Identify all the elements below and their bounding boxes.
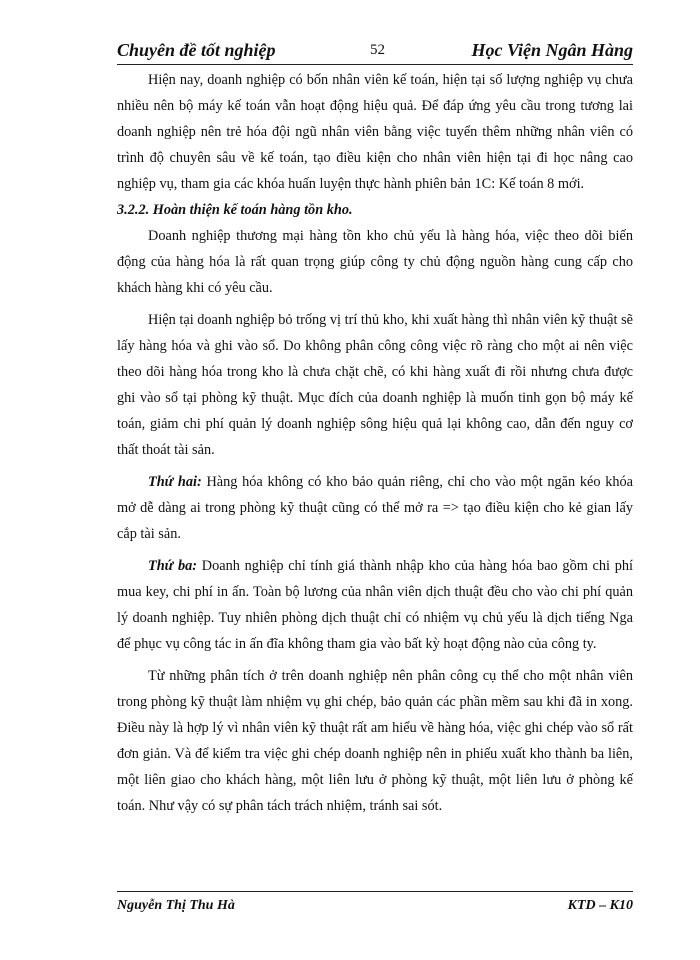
header-institution: Học Viện Ngân Hàng	[471, 40, 633, 60]
page-header	[117, 40, 633, 66]
lead-third: Thứ ba:	[148, 558, 198, 574]
lead-second: Thứ hai:	[148, 474, 202, 490]
paragraph-third-text: Doanh nghiệp chỉ tính giá thành nhập kho của hàng hóa bao gồm chi phí mua key, chi phí in ấn. Toàn bộ lương của nhân viên dịch thuật đều cho vào chi phí quản lý doanh nghiệp. Tuy nhiên phòng dịch thuật chỉ có nhiệm vụ chủ yếu là dịch tiếng Nga để phục vụ công tác in ấn đĩa không tham gia vào bất kỳ hoạt động nào của công ty.	[117, 558, 633, 652]
paragraph-recommendation: Từ những phân tích ở trên doanh nghiệp nên phân công cụ thể cho một nhân viên trong phòng kỹ thuật làm nhiệm vụ ghi chép, bảo quản các phần mềm sau khi đã in xong. Điều này là hợp lý vì nhân viên kỹ thuật rất am hiểu về hàng hóa, việc ghi chép vào sổ rất đơn giản. Và để kiểm tra việc ghi chép doanh nghiệp nên in phiếu xuất kho thành ba liên, một liên giao cho khách hàng, một liên lưu ở phòng kỹ thuật, một liên lưu ở phòng kế toán. Như vậy có sự phân tách trách nhiệm, tránh sai sót.	[117, 668, 633, 814]
page-footer	[117, 898, 633, 922]
footer-divider	[117, 891, 633, 892]
paragraph-current-state: Hiện tại doanh nghiệp bỏ trống vị trí thủ kho, khi xuất hàng thì nhân viên kỹ thuật sẽ lấy hàng hóa và ghi vào sổ. Do không phân công công việc rõ ràng cho một ai nên việc theo dõi hàng hóa trong kho là chưa chặt chẽ, có khi hàng xuất đi rồi nhưng chưa được ghi vào sổ tại phòng kỹ thuật. Mục đích của doanh nghiệp là muốn tinh gọn bộ máy kế toán, giảm chi phí quản lý doanh nghiệp sông hiệu quả lại không cao, dẫn đến nguy cơ thất thoát tài sản.	[117, 312, 633, 458]
header-divider	[117, 64, 633, 65]
paragraph-second-text: Hàng hóa không có kho bảo quản riêng, chỉ cho vào một ngăn kéo khóa mở dễ dàng ai trong phòng kỹ thuật cũng có thể mở ra => tạo điều kiện cho kẻ gian lấy cắp tài sản.	[117, 474, 633, 542]
section-heading: 3.2.2. Hoàn thiện kế toán hàng tồn kho.	[117, 202, 353, 218]
footer-class: KTD – K10	[567, 898, 633, 913]
paragraph-inventory-intro: Doanh nghiệp thương mại hàng tồn kho chủ yếu là hàng hóa, việc theo dõi biến động của hàng hóa là rất quan trọng giúp công ty chủ động nguồn hàng cung cấp cho khách hàng khi có yêu cầu.	[117, 228, 633, 296]
footer-author: Nguyễn Thị Thu Hà	[117, 898, 235, 913]
page-body	[117, 67, 633, 819]
paragraph-third-issue	[117, 553, 633, 657]
header-title: Chuyên đề tốt nghiệp	[117, 40, 276, 60]
paragraph-staffing: Hiện nay, doanh nghiệp có bốn nhân viên kế toán, hiện tại số lượng nghiệp vụ chưa nhiều nên bộ máy kế toán vẫn hoạt động hiệu quả. Để đáp ứng yêu cầu trong tương lai doanh nghiệp nên trẻ hóa đội ngũ nhân viên bằng việc tuyển thêm những nhân viên có trình độ chuyên sâu về kế toán, tạo điều kiện cho nhân viên hiện tại đi học nâng cao nghiệp vụ, tham gia các khóa huấn luyện thực hành phiên bản 1C: Kế toán 8 mới.	[117, 72, 633, 192]
page-number: 52	[370, 42, 385, 58]
paragraph-second-issue	[117, 469, 633, 547]
